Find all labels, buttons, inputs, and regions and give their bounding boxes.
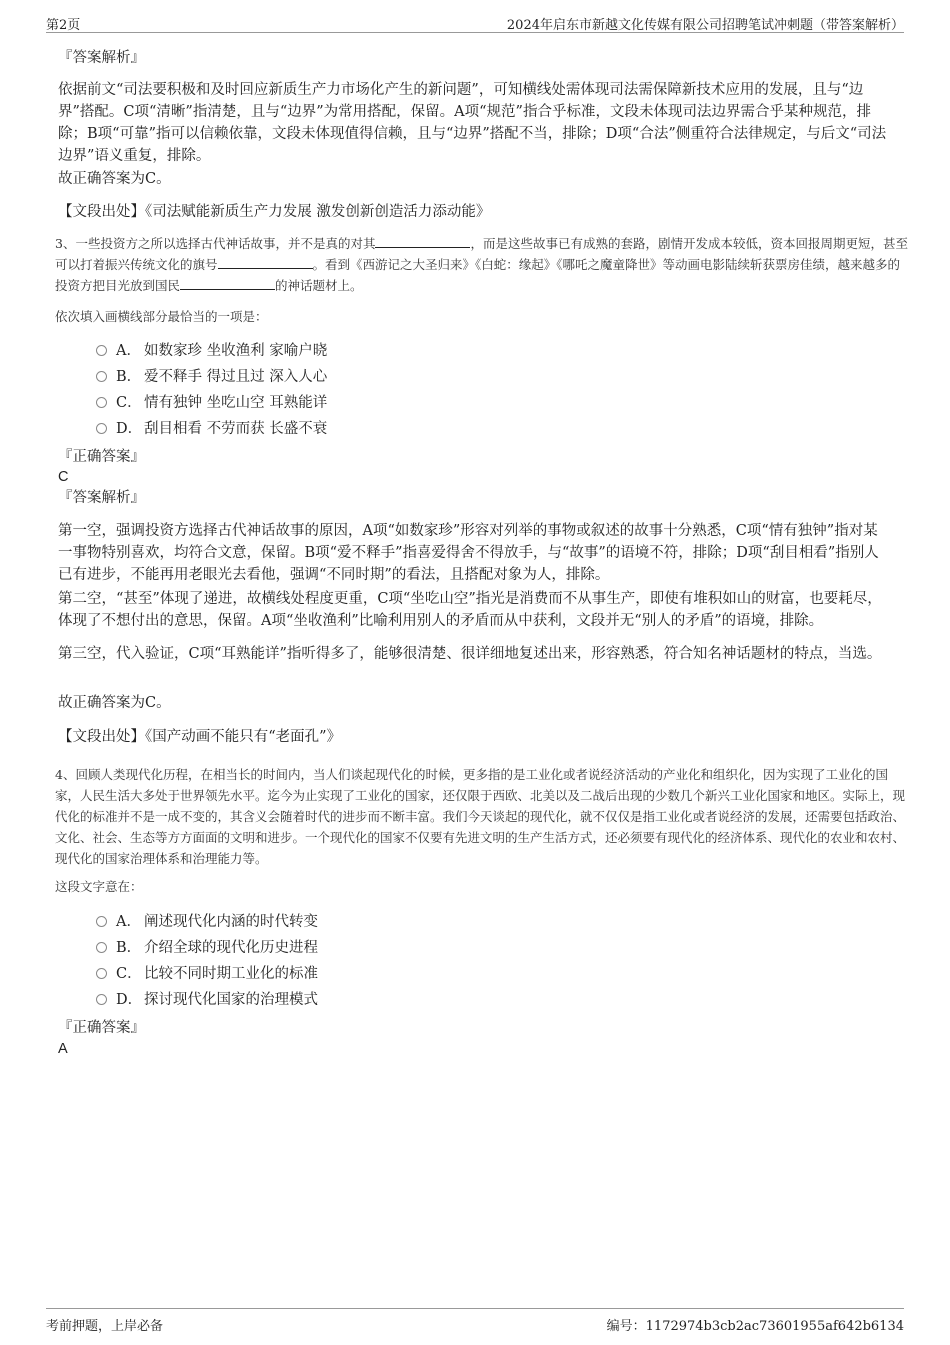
page-footer — [46, 1308, 904, 1334]
radio-icon[interactable] — [96, 345, 107, 356]
q3-stem-part-2: ，而是这些故事已有成熟的套路，剧情开发成本较低，资本回报周期更短，甚至可以打着振兴传统文化的旗号 — [55, 236, 908, 272]
radio-icon[interactable] — [96, 942, 107, 953]
q4-option-d[interactable] — [96, 989, 318, 1011]
option-text: 介绍全球的现代化历史进程 — [144, 940, 318, 956]
q3-source: 【文段出处】《国产动画不能只有“老面孔”》 — [58, 729, 342, 745]
radio-icon[interactable] — [96, 423, 107, 434]
option-text: 刮目相看 不劳而获 长盛不衰 — [144, 421, 328, 437]
q3-answer-label: 『正确答案』 — [58, 449, 145, 465]
q3-option-b[interactable] — [96, 366, 327, 388]
option-letter: D． — [116, 421, 143, 437]
q4-answer-label: 『正确答案』 — [58, 1020, 145, 1036]
q3-option-d[interactable] — [96, 418, 327, 440]
q2-analysis-paragraph-2: 故正确答案为C。 — [58, 171, 171, 187]
q4-option-c[interactable] — [96, 963, 318, 985]
q3-prompt: 依次填入画横线部分最恰当的一项是： — [55, 309, 268, 324]
q3-option-c[interactable] — [96, 392, 327, 414]
option-text: 阐述现代化内涵的时代转变 — [144, 914, 318, 930]
q3-analysis-paragraph-1: 第一空，强调投资方选择古代神话故事的原因，A项“如数家珍”形容对列举的事物或叙述的故事十分熟悉，C项“情有独钟”指对某一事物特别喜欢，均符合文意，保留。B项“爱不释手”指喜爱得舍不得放手，与“故事”的语境不符，排除；D项“刮目相看”指别人已有进步，不能再用老眼光去看他，强调“不同时期”的看法，且搭配对象为人，排除。 — [58, 523, 879, 583]
page-header — [46, 12, 904, 33]
option-letter: C． — [116, 395, 142, 411]
option-text: 如数家珍 坐收渔利 家喻户晓 — [144, 343, 328, 359]
q4-prompt: 这段文字意在： — [55, 879, 143, 894]
q4-stem: 4、回顾人类现代化历程，在相当长的时间内，当人们谈起现代化的时候，更多指的是工业化或者说经济活动的产业化和组织化，因为实现了工业化的国家，人民生活大多处于世界领先水平。迄今为止实现了工业化的国家，还仅限于西欧、北美以及二战后出现的少数几个新兴工业化国家和地区。实际上，现代化的标准并不是一成不变的，其含义会随着时代的进步而不断丰富。我们今天谈起的现代化，就不仅仅是指工业化或者说经济的发展，还需要包括政治、文化、社会、生态等方方面面的文明和进步。一个现代化的国家不仅要有先进文明的生产生活方式，还必须要有现代化的经济体系、现代化的农业和农村、现代化的国家治理体系和治理能力等。 — [55, 767, 906, 866]
q2-analysis-paragraph-1: 依据前文“司法要积极和及时回应新质生产力市场化产生的新问题”，可知横线处需体现司法需保障新技术应用的发展，且与“边界”搭配。C项“清晰”指清楚，且与“边界”为常用搭配，保留。A项“规范”指合乎标准，文段未体现司法边界需合乎某种规范，排除；B项“可靠”指可以信赖依靠，文段未体现值得信赖，且与“边界”搭配不当，排除；D项“合法”侧重符合法律规定，与后文“司法边界”语义重复，排除。 — [58, 82, 887, 164]
q3-blank-1 — [375, 235, 470, 248]
option-letter: D． — [116, 992, 143, 1008]
option-letter: B． — [116, 369, 142, 385]
q3-answer: C — [58, 469, 69, 485]
q3-analysis-paragraph-3: 第三空，代入验证，C项“耳熟能详”指听得多了，能够很清楚、很详细地复述出来，形容熟悉，符合知名神话题材的特点，当选。 — [58, 646, 882, 662]
document-title: 2024年启东市新越文化传媒有限公司招聘笔试冲刺题（带答案解析） — [506, 18, 904, 33]
option-text: 爱不释手 得过且过 深入人心 — [144, 369, 328, 385]
footer-slogan: 考前押题，上岸必备 — [46, 1319, 164, 1334]
document-serial-number: 编号：1172974b3cb2ac73601955af642b6134 — [606, 1319, 904, 1334]
q3-analysis-label: 『答案解析』 — [58, 490, 145, 506]
option-letter: B． — [116, 940, 142, 956]
q3-stem-part-4: 的神话题材上。 — [275, 278, 363, 293]
q3-analysis-paragraph-2: 第二空，“甚至”体现了递进，故横线处程度更重，C项“坐吃山空”指光是消费而不从事生产，即使有堆积如山的财富，也要耗尽，体现了不想付出的意思，保留。A项“坐收渔利”比喻利用别人的矛盾而从中获利，文段并无“别人的矛盾”的语境，排除。 — [58, 591, 882, 629]
q3-option-a[interactable] — [96, 340, 327, 362]
page-number: 第2页 — [46, 18, 81, 33]
q4-answer: A — [58, 1041, 68, 1057]
option-text: 探讨现代化国家的治理模式 — [144, 992, 318, 1008]
option-text: 比较不同时期工业化的标准 — [144, 966, 318, 982]
q3-blank-3 — [180, 277, 275, 290]
option-text: 情有独钟 坐吃山空 耳熟能详 — [144, 395, 328, 411]
option-letter: A． — [116, 343, 141, 359]
option-letter: C． — [116, 966, 142, 982]
radio-icon[interactable] — [96, 968, 107, 979]
option-letter: A． — [116, 914, 141, 930]
radio-icon[interactable] — [96, 397, 107, 408]
q3-blank-2 — [218, 256, 313, 269]
q2-analysis-label: 『答案解析』 — [58, 50, 145, 66]
q3-analysis-paragraph-4: 故正确答案为C。 — [58, 695, 171, 711]
radio-icon[interactable] — [96, 994, 107, 1005]
q4-option-a[interactable] — [96, 911, 318, 933]
radio-icon[interactable] — [96, 371, 107, 382]
q3-stem-part-3: 。看到《西游记之大圣归来》《白蛇：缘起》《哪吒之魔童降世》等动画电影陆续斩获票房佳绩，越来越多的投资方把目光放到国民 — [55, 257, 901, 293]
radio-icon[interactable] — [96, 916, 107, 927]
q3-stem-part-1: 3、一些投资方之所以选择古代神话故事，并不是真的对其 — [55, 236, 376, 251]
q3-stem — [55, 233, 910, 296]
q4-option-b[interactable] — [96, 937, 318, 959]
q2-source: 【文段出处】《司法赋能新质生产力发展 激发创新创造活力添动能》 — [58, 204, 491, 220]
